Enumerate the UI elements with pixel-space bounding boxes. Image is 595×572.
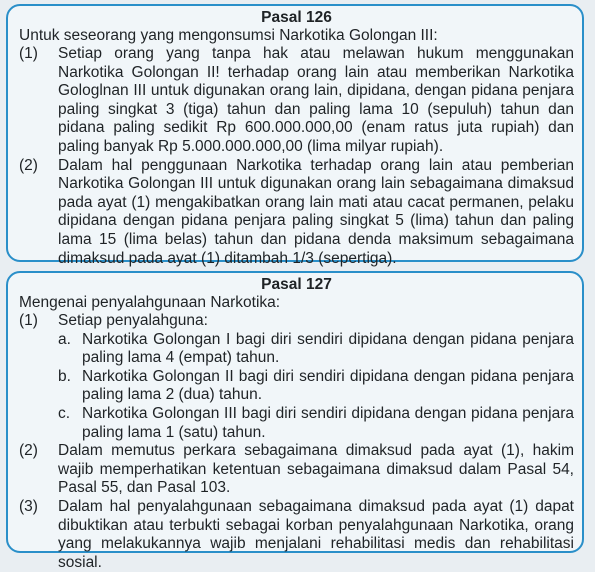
ayat-text: Dalam memutus perkara sebagaimana dimaksud pada ayat (1), hakim wajib memperhatikan ketentuan sebagaimana dimaksud dalam Pasal 54, Pasal 55, dan Pasal 103. — [58, 442, 574, 497]
pasal-127-ayat-1 — [19, 312, 574, 331]
ayat-text: Setiap penyalahguna: — [58, 312, 208, 329]
pasal-127-box — [6, 271, 584, 571]
sub-letter: a. — [58, 330, 71, 348]
ayat-number: (1) — [19, 312, 38, 329]
pasal-126-ayat-2 — [19, 157, 574, 269]
sub-letter: b. — [58, 367, 71, 385]
pasal-127-ayat-3 — [19, 498, 574, 572]
pasal-126-box — [6, 4, 584, 267]
pasal-127-ayat-2 — [19, 442, 574, 498]
pasal-126-ayat-1 — [19, 45, 574, 157]
pasal-127-sub-a — [58, 331, 574, 368]
ayat-number: (1) — [19, 45, 38, 62]
sub-text: Narkotika Golongan III bagi diri sendiri dipidana dengan pidana penjara paling lama 1 (satu) tahun. — [82, 404, 574, 441]
sub-text: Narkotika Golongan II bagi diri sendiri dipidana dengan pidana penjara paling lama 2 (dua) tahun. — [82, 367, 574, 404]
ayat-number: (2) — [19, 442, 38, 460]
pasal-126-intro: Untuk seseorang yang mengonsumsi Narkotika Golongan III: — [19, 27, 438, 44]
ayat-text: Dalam hal penggunaan Narkotika terhadap orang lain atau pemberian Narkotika Golongan III untuk digunakan orang lain sebagaimana dimaksud pada ayat (1) mengakibatkan orang lain mati atau cacat permanen, pelaku dipidana dengan pidana penjara paling singkat 5 (lima) tahun dan paling lama 15 (lima belas) tahun dan pidana denda maksimum sebagaimana dimaksud pada ayat (1) ditambah 1/3 (sepertiga). — [58, 156, 574, 267]
ayat-number: (3) — [19, 497, 38, 515]
pasal-127-intro: Mengenai penyalahgunaan Narkotika: — [19, 294, 281, 311]
ayat-text: Dalam hal penyalahgunaan sebagaimana dimaksud pada ayat (1) dapat dibuktikan atau terbukti sebagai korban penyalahgunaan Narkotika, orang yang melakukannya wajib menjalani rehabilitasi medis dan rehabilitasi sosial. — [58, 497, 574, 571]
ayat-number: (2) — [19, 156, 38, 174]
pasal-127-sub-c — [58, 405, 574, 442]
ayat-text: Setiap orang yang tanpa hak atau melawan hukum menggunakan Narkotika Golongan II! terhadap orang lain atau memberikan Narkotika Gologlnan III untuk digunakan orang lain, dipidana, dengan pidana penjara paling singkat 3 (tiga) tahun dan paling lama 10 (sepuluh) tahun dan pidana paling sedikit Rp 600.000.000,00 (enam ratus juta rupiah) dan paling banyak Rp 5.000.000.000,00 (lima milyar rupiah). — [58, 45, 574, 155]
pasal-126-title: Pasal 126 — [261, 9, 332, 26]
pasal-127-title: Pasal 127 — [261, 276, 332, 293]
sub-letter: c. — [58, 404, 71, 422]
sub-text: Narkotika Golongan I bagi diri sendiri dipidana dengan pidana penjara paling lama 4 (empat) tahun. — [82, 330, 574, 367]
pasal-127-sub-b — [58, 368, 574, 405]
